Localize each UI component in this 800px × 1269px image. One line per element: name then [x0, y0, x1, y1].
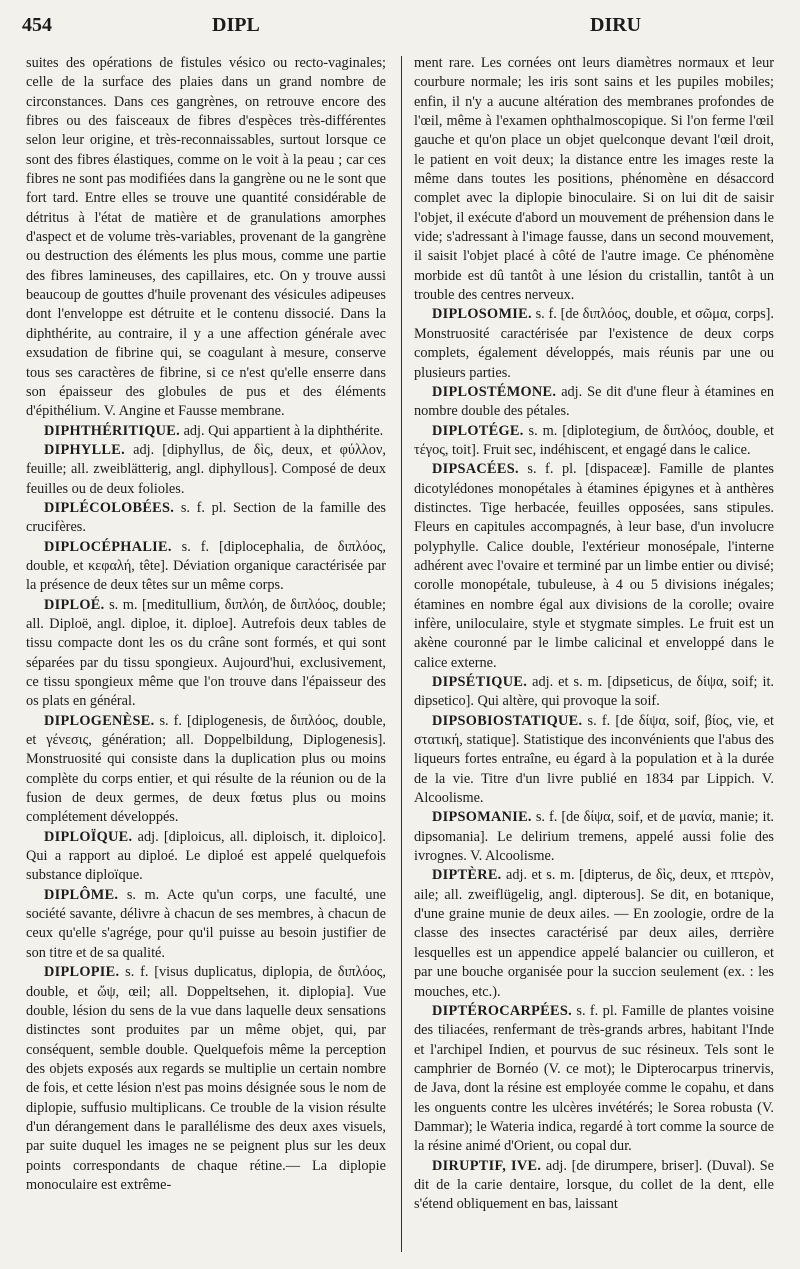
entry-headword: DIPLOCÉPHALIE.	[44, 538, 172, 555]
entry-headword: DIPHYLLE.	[44, 441, 125, 458]
dictionary-entry	[414, 866, 774, 1001]
page-number: 454	[22, 14, 52, 36]
entry-text: s. m. [diplotegium, de διπλόος, double, et τέγος, toit]. Fruit sec, indéhiscent, et engagé dans le calice.	[414, 422, 775, 458]
entry-headword: DIPTÈRE.	[432, 867, 502, 884]
entry-headword: DIPSÉTIQUE.	[432, 674, 528, 690]
running-header	[22, 14, 778, 50]
entry-headword: DIPLOÉ.	[44, 596, 105, 613]
dictionary-entry	[414, 383, 774, 422]
entry-headword: DIPLOPIE.	[44, 964, 120, 981]
entry-headword: DIPTÉROCARPÉES.	[432, 1002, 572, 1019]
dictionary-entry	[26, 828, 386, 886]
entry-text: s. m. Acte qu'un corps, une faculté, une société savante, délivre à chacun de ses membres, à chacun de ceux qu'elle s'agrége, pour qu'il puisse au besoin justifier de son titre et de sa qualité.	[26, 886, 386, 961]
dictionary-entry	[26, 886, 386, 963]
entry-text: adj. [diploicus, all. diploisch, it. diploico]. Qui a rapport au diploé. Le diploé est appelé quelquefois substance diploïque.	[26, 828, 387, 884]
dictionary-entry	[414, 1002, 774, 1157]
entry-headword: DIPHTHÉRITIQUE.	[44, 422, 180, 439]
entry-headword: DIPLÔME.	[44, 886, 119, 903]
entry-text: s. f. [visus duplicatus, diplopia, de διπλόος, double, et ὤψ, œil; all. Doppeltsehen, it. diplopia]. Vue double, lésion du sens de la vue dans laquelle deux sensations distinctes sont produites par un même objet, qui, par conséquent, semble double. Quelquefois même la perception des objets exposés aux regards se multiplie un certain nombre de fois, et cette lésion n'est pas moins désignée sous le nom de diplopie, suffusio multiplicans. Ce trouble de la vision résulte d'un dérangement dans le parallélisme des deux axes visuels, par suite duquel les images ne se peignent plus sur les deux points correspondants de chaque rétine.— La diplopie monoculaire est extrême-	[26, 964, 386, 1193]
entry-text: ment rare. Les cornées ont leurs diamètres normaux et leur courbure normale; les iris sont sains et les pupiles mobiles; enfin, il n'y a aucune altération des membranes profondes de l'œil, même à l'examen ophthalmoscopique. Si l'on ferme l'œil gauche et qu'on place un objet quelconque devant l'œil droit, le patient en voit deux; la distance entre les images reste la même dans toutes les positions, phénomène en désaccord complet avec la diplopie binoculaire. Si on lui dit de saisir l'objet, il exécute d'abord un mouvement de préhension dans le vide; s'adressant à l'image fausse, dans un second mouvement, il saisit l'objet placé à côté de l'autre image. Ce phénomène morbide est dû tantôt à une lésion du cristallin, tantôt à un trouble des centres nerveux.	[414, 55, 774, 304]
dictionary-entry	[26, 712, 386, 828]
entry-text: s. f. [de δίψα, soif, βίος, vie, et στατική, statique]. Statistique des inconvénients que l'abus des liqueurs fortes entraîne, eu égard à la population et à la durée de la vie. Titre d'un livre publié en 1834 par Lippich. V. Alcoolisme.	[414, 712, 774, 807]
entry-headword: DIPLOTÉGE.	[432, 422, 524, 439]
entry-text: adj. [de dirumpere, briser]. (Duval). Se dit de la carie dentaire, lorsque, du collet de la dent, elle s'étend obliquement en bas, laissant	[414, 1157, 774, 1213]
column-divider	[401, 56, 402, 1252]
entry-headword: DIRUPTIF, IVE.	[432, 1157, 542, 1174]
entry-text: s. f. [de δίψα, soif, et de μανία, manie; it. dipsomania]. Le delirium tremens, appelé aussi folie des ivrognes. V. Alcoolisme.	[414, 809, 775, 865]
dictionary-entry	[26, 963, 386, 1195]
dictionary-entry	[414, 422, 774, 461]
entry-text: s. m. [meditullium, διπλόη, de διπλόος, double; all. Diploë, angl. diploe, it. diploe]. Autrefois deux tables de tissu compacte dont les os du crâne sont formés, et qui sont séparées par du tissu spongieux. Aujourd'hui, exclusivement, ce tissu spongieux même que l'on trouve dans l'épaisseur des os plats en général.	[26, 596, 386, 710]
entry-text: adj. [diphyllus, de δὶς, deux, et φύλλον, feuille; all. zweiblätterig, angl. diphyllous]. Composé de deux feuilles ou de deux folioles.	[26, 441, 386, 497]
entry-headword: DIPLOSOMIE.	[432, 306, 532, 323]
dictionary-entry	[26, 422, 386, 441]
dictionary-entry	[414, 712, 774, 809]
entry-headword: DIPSACÉES.	[432, 461, 519, 478]
dictionary-entry	[414, 1157, 774, 1215]
entry-text: s. f. [diplogenesis, de διπλόος, double, et γένεσις, génération; all. Doppelbildung, Diplogenesis]. Monstruosité qui consiste dans la duplication plus ou moins complète du corps entier, et qui résulte de la réunion ou de la fusion de deux germes, de deux fœtus plus ou moins complétement développés.	[26, 712, 386, 826]
dictionary-entry	[26, 441, 386, 499]
dictionary-entry	[26, 499, 386, 538]
entry-text: s. f. pl. Section de la famille des crucifères.	[26, 499, 386, 536]
dictionary-entry	[414, 305, 774, 382]
entry-text: suites des opérations de fistules vésico ou recto-vaginales; celle de la surface des plaies dans un grand nombre de circonstances. Dans ces gangrènes, on retrouve encore des fibres ou des faisceaux de fibres d'espèces très-différentes selon leur origine, et très-reconnaissables, surtout lorsque ce sont des fibres élastiques, comme on le voit à la peau ; car ces fibres ne sont pas modifiées dans la gangrène ou ne le sont que fort tard. Entre elles se trouve une quantité considérable de détritus à l'état de matière et de granulations amorphes d'aspect et de volume très-variables, provenant de la gangrène ou destruction des éléments les plus mous, comme une partie des fibres lamineuses, des capillaires, etc. On y trouve aussi beaucoup de gouttes d'huile provenant des vésicules adipeuses dont l'enveloppe est détruite et le contenu dissocié. Dans la diphthérite, au contraire, il y a une affection générale avec exsudation de fibrine qui, se coagulant à mesure, conserve tous ses caractères de fibrine, si ce n'est qu'elle enserre dans son épaisseur des globules de pus et des éléments d'épithélium. V. Angine et Fausse membrane.	[26, 55, 386, 420]
right-running-head: DIRU	[590, 14, 642, 36]
entry-continuation	[26, 54, 386, 422]
dictionary-entry	[26, 538, 386, 596]
entry-text: s. f. pl. Famille de plantes voisine des tiliacées, renfermant de très-grands arbres, habitant l'Inde et l'archipel Indien, et pourvus de suc résineux. Tels sont le camphrier de Bornéo (V. ce mot); le Dipterocarpus trinervis, de Java, dont la résine est employée comme le copahu, et dans les onguents contre les ulcères invétérés; le Sorea robusta (V. Dammar); le Wateria indica, regardé à tort comme la source de la résine animé d'Orient, ou copal dur.	[414, 1002, 774, 1155]
dictionary-entry	[414, 808, 774, 866]
entry-text: adj. Se dit d'une fleur à étamines en nombre double des pétales.	[414, 383, 774, 420]
entry-text: adj. et s. m. [dipseticus, de δίψα, soif; it. dipsetico]. Qui altère, qui provoque la soif.	[414, 674, 775, 710]
entry-headword: DIPSOMANIE.	[432, 809, 532, 826]
entry-text: s. f. [diplocephalia, de διπλόος, double, et κεφαλή, tête]. Déviation organique caractérisée par la présence de deux têtes sur un même corps.	[26, 538, 386, 594]
entry-headword: DIPLOGENÈSE.	[44, 712, 155, 729]
dictionary-entry	[26, 596, 386, 712]
entry-headword: DIPLOÏQUE.	[44, 828, 133, 845]
entry-text: adj. Qui appartient à la diphthérite.	[183, 422, 384, 439]
right-column	[414, 54, 774, 1215]
entry-headword: DIPLÉCOLOBÉES.	[44, 499, 175, 516]
left-column	[26, 54, 386, 1195]
entry-headword: DIPSOBIOSTATIQUE.	[432, 712, 583, 729]
left-running-head: DIPL	[212, 14, 260, 36]
entry-text: s. f. pl. [dispaceæ]. Famille de plantes dicotylédones monopétales à étamines épigynes et à anthères distinctes. Tige herbacée, feuilles opposées, sans stipules. Fleurs en capitules accompagnés, à leur base, d'un involucre polyphylle. Calice double, l'extérieur monosépale, l'interne adhérent avec l'ovaire et terminé par un limbe entier ou divisé; corolle monopétale, tubuleuse, à 4 ou 5 divisions inégales; étamines en nombre égal aux divisions de la corolle; ovaire infère, uniloculaire, style et stygmate simples. Le fruit est un akène couronné par le limbe calicinal et enveloppé dans le calice externe.	[414, 461, 774, 671]
dictionary-entry	[414, 460, 774, 673]
entry-text: s. f. [de διπλόος, double, et σῶμα, corps]. Monstruosité caractérisée par l'existence de deux corps complets, également développés, mais réunis par une ou plusieurs parties.	[414, 306, 774, 381]
dictionary-entry	[414, 673, 774, 712]
entry-headword: DIPLOSTÉMONE.	[432, 383, 557, 400]
entry-text: adj. et s. m. [dipterus, de δὶς, deux, et πτερὸν, aile; all. zweiflügelig, angl. dipterous]. Se dit, en botanique, d'une graine munie de deux ailes. — En zoologie, ordre de la classe des insectes caractérisé par deux ailes, derrière lesquelles est un appendice appelé balancier ou cuilleron, et par une bouche organisée pour la succion seulement (ex. : les mouches, etc.).	[414, 867, 774, 1000]
entry-continuation	[414, 54, 774, 305]
